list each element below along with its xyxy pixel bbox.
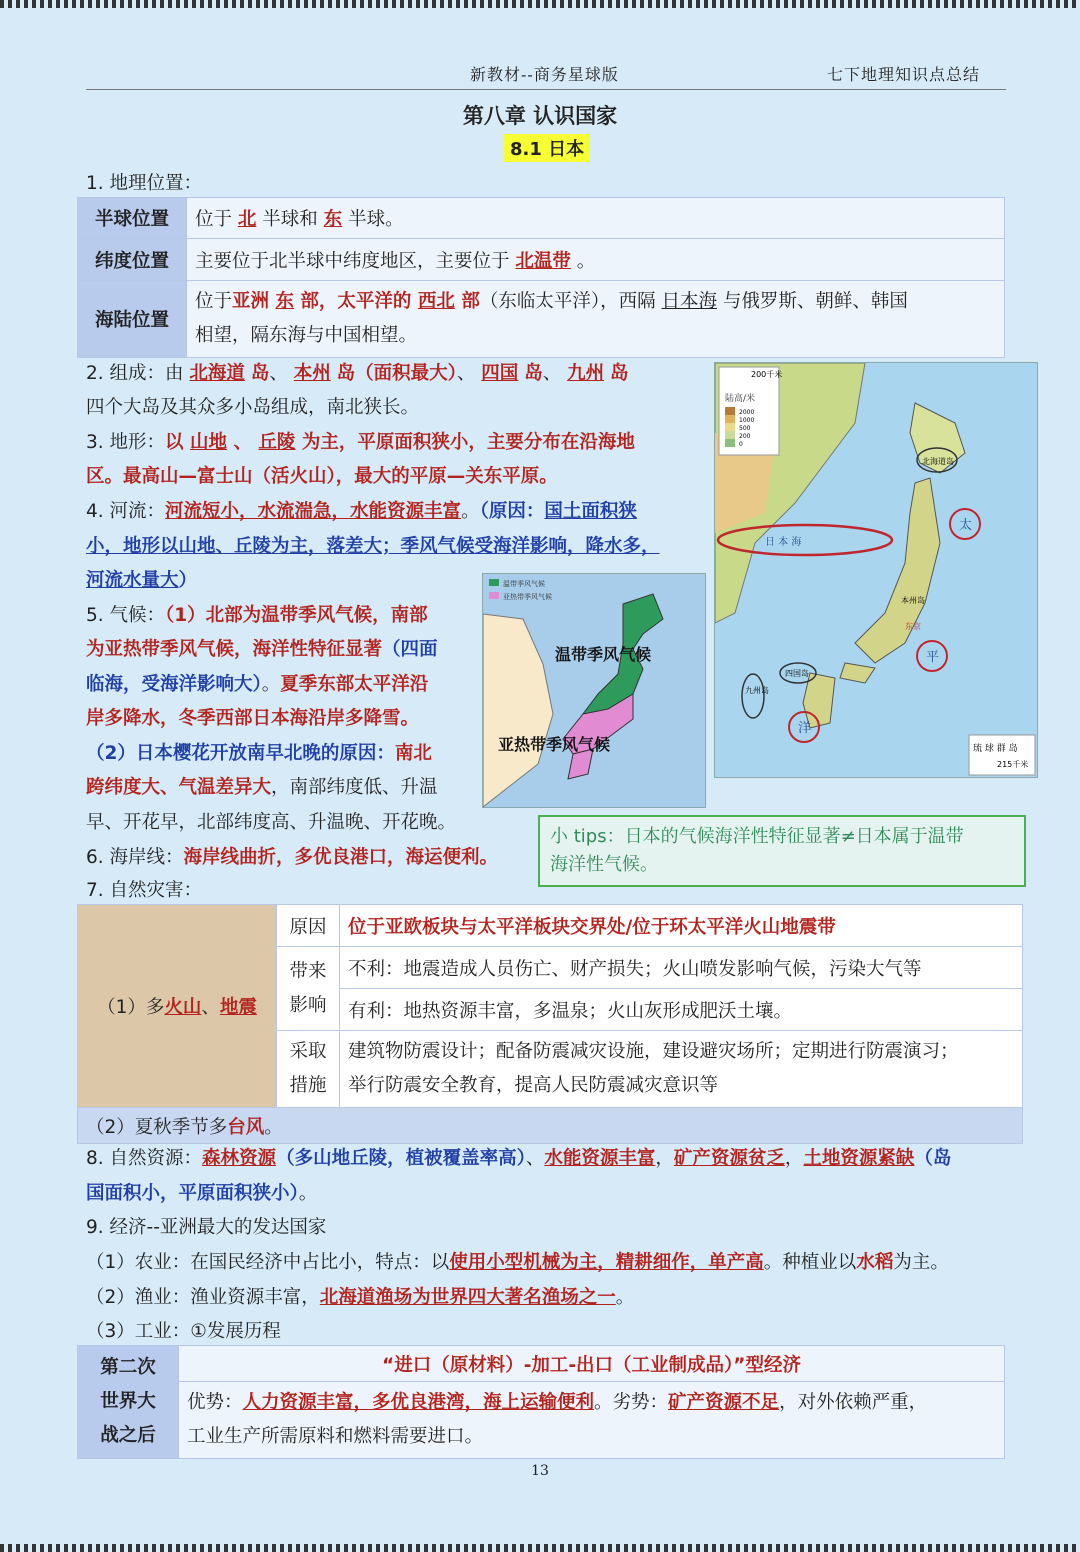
page-number: 13: [531, 1463, 549, 1479]
map-legend-1000: 1000: [739, 417, 755, 424]
map-honshu: 本州岛: [901, 596, 925, 605]
map-shikoku: 四国岛: [785, 669, 809, 678]
label-temperate: 温带季风气候: [555, 645, 652, 664]
s5-line2: 为亚热带季风气候，海洋性特征显著（四面: [86, 639, 438, 660]
legend-temperate-swatch: [489, 579, 499, 586]
map-ryukyu: 琉 球 群 岛: [973, 744, 1018, 754]
map-legend-200: 200: [739, 433, 751, 440]
s5-line5: （2）日本樱花开放南早北晚的原因：南北: [86, 743, 432, 764]
s8-line2: 国面积小，平原面积狭小）。: [86, 1183, 318, 1204]
map-legend-0: 0: [739, 441, 743, 448]
map-scale2: 215千米: [997, 760, 1029, 769]
legend-subtropical-swatch: [489, 592, 499, 599]
text-model: “进口（原材料）-加工-出口（工业制成品）”型经济: [179, 1346, 1005, 1382]
text-impact-bad: 不利：地震造成人员伤亡、财产损失；火山喷发影响气候，污染大气等: [340, 947, 1023, 989]
text-latitude: 主要位于北半球中纬度地区，主要位于 北温带 。: [187, 239, 1005, 281]
s5-line3: 临海，受海洋影响大）。夏季东部太平洋沿: [86, 674, 429, 695]
s5-line1: 5. 气候：（1）北部为温带季风气候，南部: [86, 605, 428, 626]
typhoon-row: （2）夏秋季节多台风。: [78, 1108, 1023, 1144]
industry-table: [77, 1345, 1005, 1459]
label-latitude: 纬度位置: [78, 239, 187, 281]
text-pros-cons: 优势：人力资源丰富，多优良港湾，海上运输便利。劣势：矿产资源不足，对外依赖严重， 工业生产所需原料和燃料需要进口。: [179, 1382, 1005, 1459]
s9-fish: （2）渔业：渔业资源丰富，北海道渔场为世界四大著名渔场之一。: [86, 1287, 635, 1308]
top-border: [0, 0, 1080, 8]
s2-line2: 四个大岛及其众多小岛组成，南北狭长。: [86, 397, 420, 418]
label-landsea: 海陆位置: [78, 281, 187, 358]
s6-line: 6. 海岸线：海岸线曲折，多优良港口，海运便利。: [86, 847, 499, 868]
legend-temperate: 温带季风气候: [503, 580, 545, 588]
map-legend-title: 陆高/米: [725, 394, 756, 404]
label-cause: 原因: [277, 905, 340, 947]
s4-line1: 4. 河流：河流短小，水流湍急，水能资源丰富。（原因：国土面积狭: [86, 501, 637, 522]
s2-line1: 2. 组成：由 北海道 岛、 本州 岛（面积最大）、 四国 岛、 九州 岛: [86, 363, 629, 384]
japan-map: [714, 362, 1038, 778]
s1-heading: 1. 地理位置：: [86, 173, 203, 194]
pacific-char-3: 洋: [798, 721, 812, 736]
text-landsea: 位于亚洲 东 部，太平洋的 西北 部（东临太平洋），西隔 日本海 与俄罗斯、朝鲜、韩国 相望，隔东海与中国相望。: [187, 281, 1005, 358]
map-kyushu: 九州岛: [745, 686, 769, 695]
s4-line2: 小，地形以山地、丘陵为主，落差大；季风气候受海洋影响，降水多，: [86, 536, 660, 557]
map-tokyo: 东京: [905, 622, 921, 631]
climate-map: [482, 573, 706, 808]
header-left: 新教材--商务星球版: [470, 65, 619, 84]
s9-industry: （3）工业：①发展历程: [86, 1321, 281, 1342]
s3-line2: 区。最高山—富士山（活火山），最大的平原—关东平原。: [86, 466, 558, 487]
label-postwar: 第二次 世界大 战之后: [78, 1346, 179, 1459]
legend-subtropical: 亚热带季风气候: [503, 593, 552, 601]
s8-line1: 8. 自然资源：森林资源（多山地丘陵，植被覆盖率高）、水能资源丰富，矿产资源贫乏，土地资源紧缺（岛: [86, 1148, 952, 1169]
s7-heading: 7. 自然灾害：: [86, 880, 203, 901]
header-right: 七下地理知识点总结: [827, 65, 981, 84]
pacific-char-1: 太: [959, 518, 973, 533]
disaster-table: [77, 904, 1023, 1144]
text-hemisphere: 位于 北 半球和 东 半球。: [187, 198, 1005, 239]
s3-line1: 3. 地形：以 山地 、 丘陵 为主，平原面积狭小，主要分布在沿海地: [86, 432, 635, 453]
tips-box: [538, 815, 1026, 887]
map-legend-500: 500: [739, 425, 751, 432]
label-impact: 带来 影响: [277, 947, 340, 1031]
label-hemisphere: 半球位置: [78, 198, 187, 239]
label-subtropical: 亚热带季风气候: [498, 735, 611, 754]
tips-line1: 小 tips：日本的气候海洋性特征显著≠日本属于温带: [550, 826, 964, 847]
text-measures: 建筑物防震设计；配备防震减灾设施，建设避灾场所；定期进行防震演习； 举行防震安全教育，提高人民防震减灾意识等: [340, 1031, 1023, 1108]
chapter-title: 第八章 认识国家: [462, 104, 618, 128]
map-scale: 200千米: [751, 370, 783, 379]
section-title: 8.1 日本: [504, 134, 590, 162]
label-measures: 采取 措施: [277, 1031, 340, 1108]
text-cause: 位于亚欧板块与太平洋板块交界处/位于环太平洋火山地震带: [340, 905, 1023, 947]
text-impact-good: 有利：地热资源丰富，多温泉；火山灰形成肥沃土壤。: [340, 989, 1023, 1031]
s9-agri: （1）农业：在国民经济中占比小，特点：以使用小型机械为主，精耕细作，单产高。种植业以水稻为主。: [86, 1252, 949, 1273]
s5-line6: 跨纬度大、气温差异大，南部纬度低、升温: [86, 777, 438, 798]
s5-line4: 岸多降水，冬季西部日本海沿岸多降雪。: [86, 708, 420, 729]
disaster-main: （1）多火山、地震: [78, 905, 277, 1108]
location-table: [77, 197, 1005, 358]
s9-heading: 9. 经济--亚洲最大的发达国家: [86, 1217, 327, 1238]
tips-line2: 海洋性气候。: [550, 854, 658, 875]
bottom-border: [0, 1544, 1080, 1552]
map-hokkaido: 北海道岛: [922, 457, 954, 466]
header-divider: [86, 89, 1006, 90]
map-sea-label: 日 本 海: [765, 537, 802, 548]
map-legend-2000: 2000: [739, 409, 755, 416]
s4-line3: 河流水量大）: [86, 570, 198, 591]
s5-line7: 早、开花早，北部纬度高、升温晚、开花晚。: [86, 812, 457, 833]
pacific-char-2: 平: [926, 650, 940, 665]
